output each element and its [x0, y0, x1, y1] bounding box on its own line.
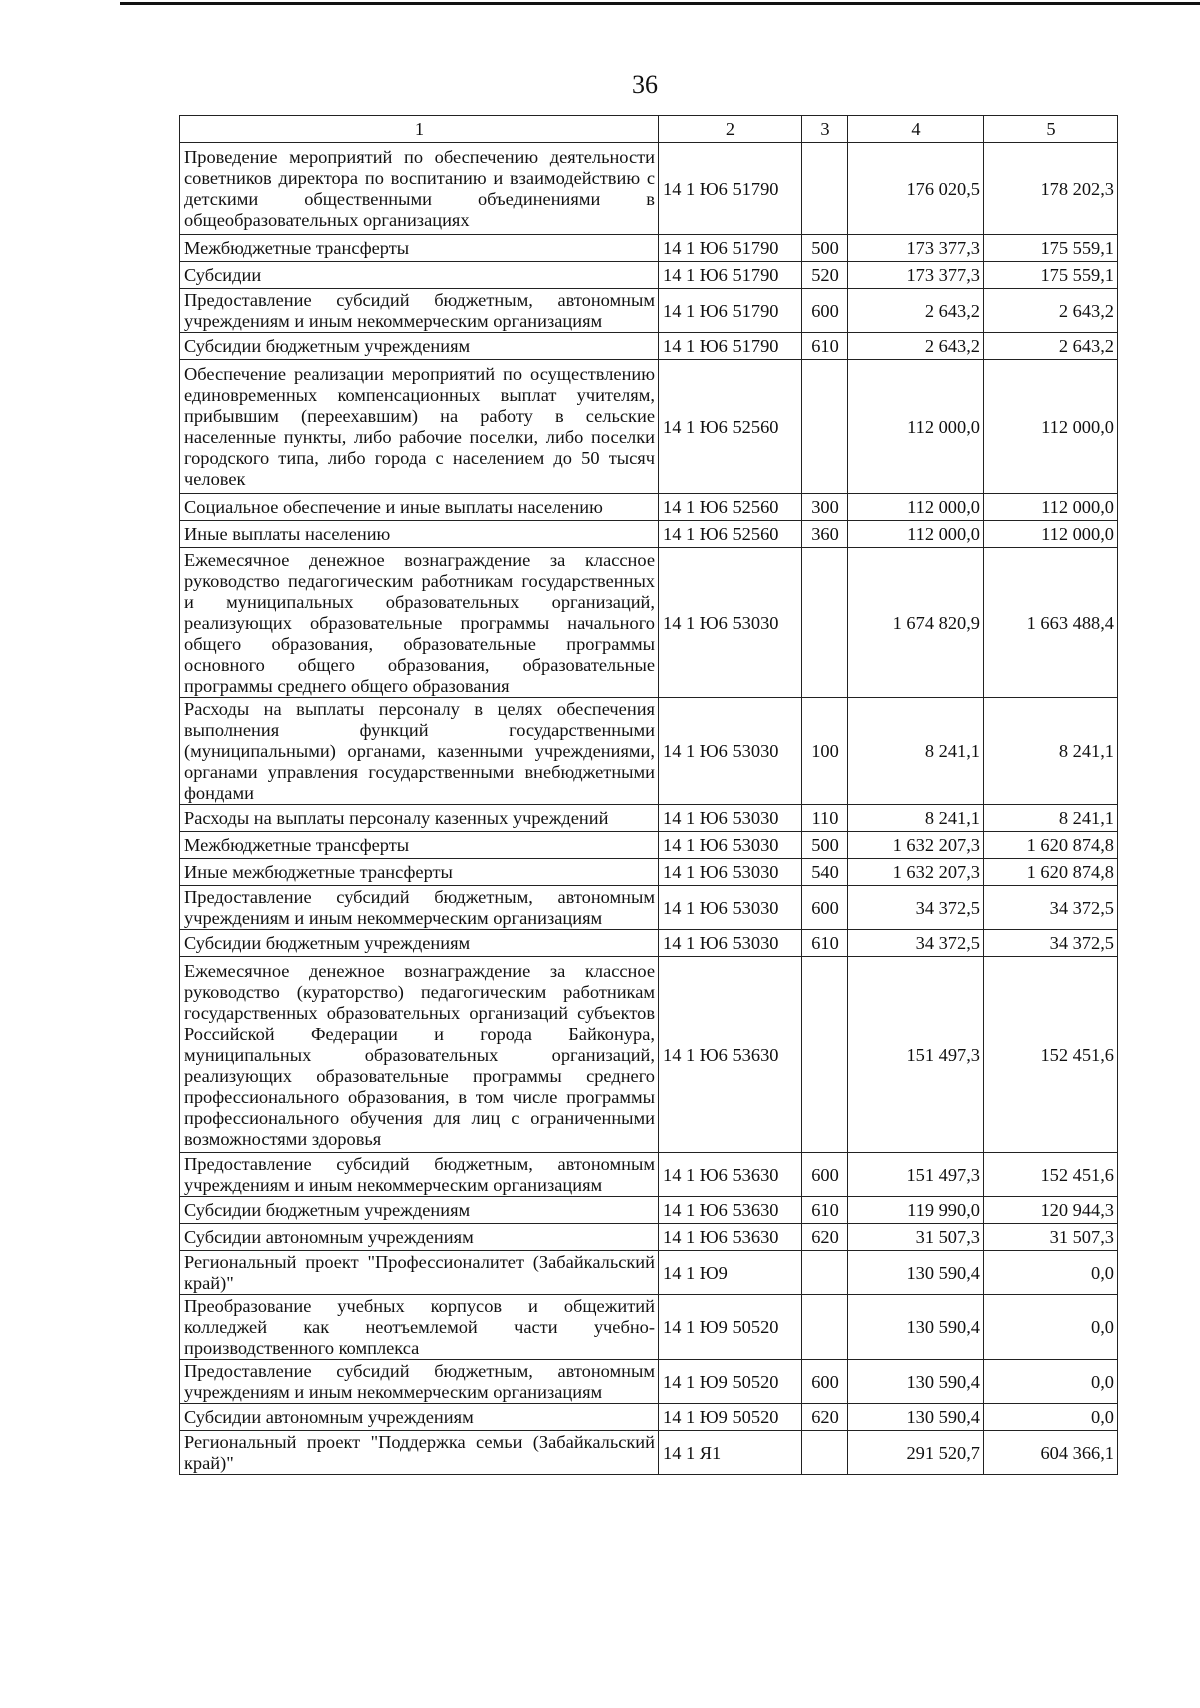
cell-expense-type — [802, 957, 848, 1153]
cell-expense-type: 600 — [802, 1360, 848, 1404]
table-row — [180, 930, 1118, 957]
header-row — [180, 116, 1118, 143]
cell-name: Региональный проект "Поддержка семьи (Забайкальский край)" — [180, 1431, 659, 1475]
cell-name: Иные выплаты населению — [180, 521, 659, 548]
cell-expense-type: 500 — [802, 235, 848, 262]
table-row — [180, 1404, 1118, 1431]
cell-value-col4: 2 643,2 — [848, 333, 984, 360]
cell-value-col4: 1 632 207,3 — [848, 832, 984, 859]
cell-value-col4: 8 241,1 — [848, 698, 984, 805]
cell-expense-type: 540 — [802, 859, 848, 886]
table-row — [180, 262, 1118, 289]
cell-value-col4: 119 990,0 — [848, 1197, 984, 1224]
table-row — [180, 1360, 1118, 1404]
cell-value-col5: 1 620 874,8 — [984, 859, 1118, 886]
cell-name: Субсидии автономным учреждениям — [180, 1224, 659, 1251]
cell-code: 14 1 Ю9 50520 — [659, 1295, 802, 1360]
cell-value-col4: 31 507,3 — [848, 1224, 984, 1251]
cell-value-col4: 112 000,0 — [848, 360, 984, 494]
table-row — [180, 1197, 1118, 1224]
cell-value-col5: 1 620 874,8 — [984, 832, 1118, 859]
cell-name: Субсидии автономным учреждениям — [180, 1404, 659, 1431]
cell-value-col5: 112 000,0 — [984, 494, 1118, 521]
cell-value-col5: 2 643,2 — [984, 333, 1118, 360]
table-row — [180, 1153, 1118, 1197]
page-number: 36 — [632, 70, 658, 99]
cell-code: 14 1 Ю9 — [659, 1251, 802, 1295]
cell-expense-type: 610 — [802, 333, 848, 360]
table-row — [180, 1224, 1118, 1251]
table-row — [180, 1431, 1118, 1475]
table-row — [180, 1251, 1118, 1295]
cell-value-col5: 2 643,2 — [984, 289, 1118, 333]
cell-value-col4: 151 497,3 — [848, 1153, 984, 1197]
cell-value-col4: 176 020,5 — [848, 143, 984, 235]
cell-code: 14 1 Ю6 53030 — [659, 805, 802, 832]
column-header-1: 1 — [180, 116, 659, 143]
cell-code: 14 1 Ю6 53630 — [659, 1153, 802, 1197]
cell-expense-type: 600 — [802, 289, 848, 333]
cell-name: Социальное обеспечение и иные выплаты населению — [180, 494, 659, 521]
cell-code: 14 1 Ю9 50520 — [659, 1360, 802, 1404]
cell-name: Иные межбюджетные трансферты — [180, 859, 659, 886]
cell-name: Ежемесячное денежное вознаграждение за классное руководство (кураторство) педагогическим работникам государственных образовательных организаций субъектов Российской Федерации и города Байконура, муниципальных образовательных организаций, реализующих образовательные программы среднего профессионального образования, в том числе программы профессионального обучения для лиц с ограниченными возможностями здоровья — [180, 957, 659, 1153]
cell-value-col4: 130 590,4 — [848, 1360, 984, 1404]
cell-expense-type: 360 — [802, 521, 848, 548]
cell-expense-type: 600 — [802, 886, 848, 930]
cell-expense-type: 610 — [802, 930, 848, 957]
table-row — [180, 333, 1118, 360]
cell-name: Региональный проект "Профессионалитет (Забайкальский край)" — [180, 1251, 659, 1295]
table-row — [180, 360, 1118, 494]
cell-code: 14 1 Ю6 51790 — [659, 143, 802, 235]
cell-code: 14 1 Ю6 53030 — [659, 548, 802, 698]
cell-expense-type — [802, 143, 848, 235]
cell-code: 14 1 Ю6 52560 — [659, 360, 802, 494]
cell-value-col4: 130 590,4 — [848, 1404, 984, 1431]
cell-value-col5: 1 663 488,4 — [984, 548, 1118, 698]
cell-name: Преобразование учебных корпусов и общежитий колледжей как неотъемлемой части учебно-производственного комплекса — [180, 1295, 659, 1360]
cell-expense-type: 500 — [802, 832, 848, 859]
cell-value-col4: 173 377,3 — [848, 235, 984, 262]
cell-name: Ежемесячное денежное вознаграждение за классное руководство педагогическим работникам государственных и муниципальных образовательных организаций, реализующих образовательные программы начального общего образования, образовательные программы основного общего образования, образовательные программы среднего общего образования — [180, 548, 659, 698]
cell-value-col5: 175 559,1 — [984, 262, 1118, 289]
cell-expense-type: 100 — [802, 698, 848, 805]
cell-value-col5: 604 366,1 — [984, 1431, 1118, 1475]
cell-expense-type: 620 — [802, 1404, 848, 1431]
table-row — [180, 886, 1118, 930]
cell-code: 14 1 Ю6 51790 — [659, 289, 802, 333]
cell-value-col4: 151 497,3 — [848, 957, 984, 1153]
cell-value-col4: 291 520,7 — [848, 1431, 984, 1475]
cell-code: 14 1 Ю6 51790 — [659, 262, 802, 289]
cell-value-col5: 0,0 — [984, 1251, 1118, 1295]
cell-code: 14 1 Ю6 53030 — [659, 886, 802, 930]
cell-name: Межбюджетные трансферты — [180, 832, 659, 859]
cell-expense-type: 620 — [802, 1224, 848, 1251]
table-body — [180, 116, 1118, 1475]
cell-value-col4: 1 674 820,9 — [848, 548, 984, 698]
table-row — [180, 698, 1118, 805]
cell-value-col5: 8 241,1 — [984, 805, 1118, 832]
cell-code: 14 1 Ю6 52560 — [659, 521, 802, 548]
table-row — [180, 235, 1118, 262]
cell-value-col4: 112 000,0 — [848, 494, 984, 521]
table-row — [180, 494, 1118, 521]
cell-expense-type — [802, 1295, 848, 1360]
cell-value-col5: 120 944,3 — [984, 1197, 1118, 1224]
cell-code: 14 1 Ю6 53030 — [659, 832, 802, 859]
cell-value-col4: 8 241,1 — [848, 805, 984, 832]
cell-code: 14 1 Ю9 50520 — [659, 1404, 802, 1431]
cell-code: 14 1 Ю6 51790 — [659, 333, 802, 360]
cell-code: 14 1 Ю6 53030 — [659, 859, 802, 886]
cell-expense-type: 600 — [802, 1153, 848, 1197]
cell-value-col4: 112 000,0 — [848, 521, 984, 548]
table-row — [180, 1295, 1118, 1360]
table-row — [180, 521, 1118, 548]
table-row — [180, 289, 1118, 333]
table-row — [180, 805, 1118, 832]
cell-code: 14 1 Ю6 52560 — [659, 494, 802, 521]
cell-value-col5: 0,0 — [984, 1360, 1118, 1404]
cell-value-col4: 34 372,5 — [848, 930, 984, 957]
column-header-5: 5 — [984, 116, 1118, 143]
cell-value-col4: 2 643,2 — [848, 289, 984, 333]
cell-expense-type: 520 — [802, 262, 848, 289]
column-header-2: 2 — [659, 116, 802, 143]
cell-name: Предоставление субсидий бюджетным, автономным учреждениям и иным некоммерческим организациям — [180, 289, 659, 333]
column-header-3: 3 — [802, 116, 848, 143]
cell-code: 14 1 Ю6 53630 — [659, 1197, 802, 1224]
cell-code: 14 1 Ю6 53630 — [659, 957, 802, 1153]
cell-value-col4: 1 632 207,3 — [848, 859, 984, 886]
budget-table — [179, 115, 1118, 1475]
cell-expense-type: 110 — [802, 805, 848, 832]
cell-name: Субсидии бюджетным учреждениям — [180, 930, 659, 957]
cell-expense-type: 300 — [802, 494, 848, 521]
cell-expense-type: 610 — [802, 1197, 848, 1224]
cell-value-col5: 0,0 — [984, 1295, 1118, 1360]
cell-value-col5: 8 241,1 — [984, 698, 1118, 805]
cell-name: Предоставление субсидий бюджетным, автономным учреждениям и иным некоммерческим организациям — [180, 886, 659, 930]
cell-value-col5: 34 372,5 — [984, 930, 1118, 957]
cell-name: Межбюджетные трансферты — [180, 235, 659, 262]
cell-name: Предоставление субсидий бюджетным, автономным учреждениям и иным некоммерческим организациям — [180, 1153, 659, 1197]
cell-expense-type — [802, 548, 848, 698]
top-border-line — [120, 2, 1200, 5]
cell-value-col5: 152 451,6 — [984, 1153, 1118, 1197]
cell-value-col5: 112 000,0 — [984, 521, 1118, 548]
cell-name: Предоставление субсидий бюджетным, автономным учреждениям и иным некоммерческим организациям — [180, 1360, 659, 1404]
cell-name: Расходы на выплаты персоналу казенных учреждений — [180, 805, 659, 832]
cell-code: 14 1 Ю6 53030 — [659, 930, 802, 957]
cell-value-col5: 0,0 — [984, 1404, 1118, 1431]
cell-name: Субсидии бюджетным учреждениям — [180, 333, 659, 360]
cell-value-col5: 152 451,6 — [984, 957, 1118, 1153]
cell-value-col5: 31 507,3 — [984, 1224, 1118, 1251]
column-header-4: 4 — [848, 116, 984, 143]
cell-value-col4: 34 372,5 — [848, 886, 984, 930]
cell-name: Расходы на выплаты персоналу в целях обеспечения выполнения функций государственными (муниципальными) органами, казенными учреждениями, органами управления государственными внебюджетными фондами — [180, 698, 659, 805]
cell-name: Обеспечение реализации мероприятий по осуществлению единовременных компенсационных выплат учителям, прибывшим (переехавшим) на работу в сельские населенные пункты, либо рабочие поселки, либо поселки городского типа, либо города с населением до 50 тысяч человек — [180, 360, 659, 494]
cell-name: Проведение мероприятий по обеспечению деятельности советников директора по воспитанию и взаимодействию с детскими общественными объединениями в общеобразовательных организациях — [180, 143, 659, 235]
table-row — [180, 859, 1118, 886]
table-row — [180, 548, 1118, 698]
cell-expense-type — [802, 1251, 848, 1295]
table-row — [180, 957, 1118, 1153]
cell-expense-type — [802, 360, 848, 494]
cell-value-col5: 112 000,0 — [984, 360, 1118, 494]
cell-value-col5: 34 372,5 — [984, 886, 1118, 930]
cell-value-col4: 173 377,3 — [848, 262, 984, 289]
cell-value-col5: 175 559,1 — [984, 235, 1118, 262]
cell-code: 14 1 Ю6 53630 — [659, 1224, 802, 1251]
cell-code: 14 1 Я1 — [659, 1431, 802, 1475]
cell-name: Субсидии бюджетным учреждениям — [180, 1197, 659, 1224]
cell-expense-type — [802, 1431, 848, 1475]
cell-code: 14 1 Ю6 51790 — [659, 235, 802, 262]
table-row — [180, 832, 1118, 859]
cell-value-col4: 130 590,4 — [848, 1295, 984, 1360]
cell-value-col4: 130 590,4 — [848, 1251, 984, 1295]
cell-value-col5: 178 202,3 — [984, 143, 1118, 235]
cell-name: Субсидии — [180, 262, 659, 289]
table-row — [180, 143, 1118, 235]
cell-code: 14 1 Ю6 53030 — [659, 698, 802, 805]
